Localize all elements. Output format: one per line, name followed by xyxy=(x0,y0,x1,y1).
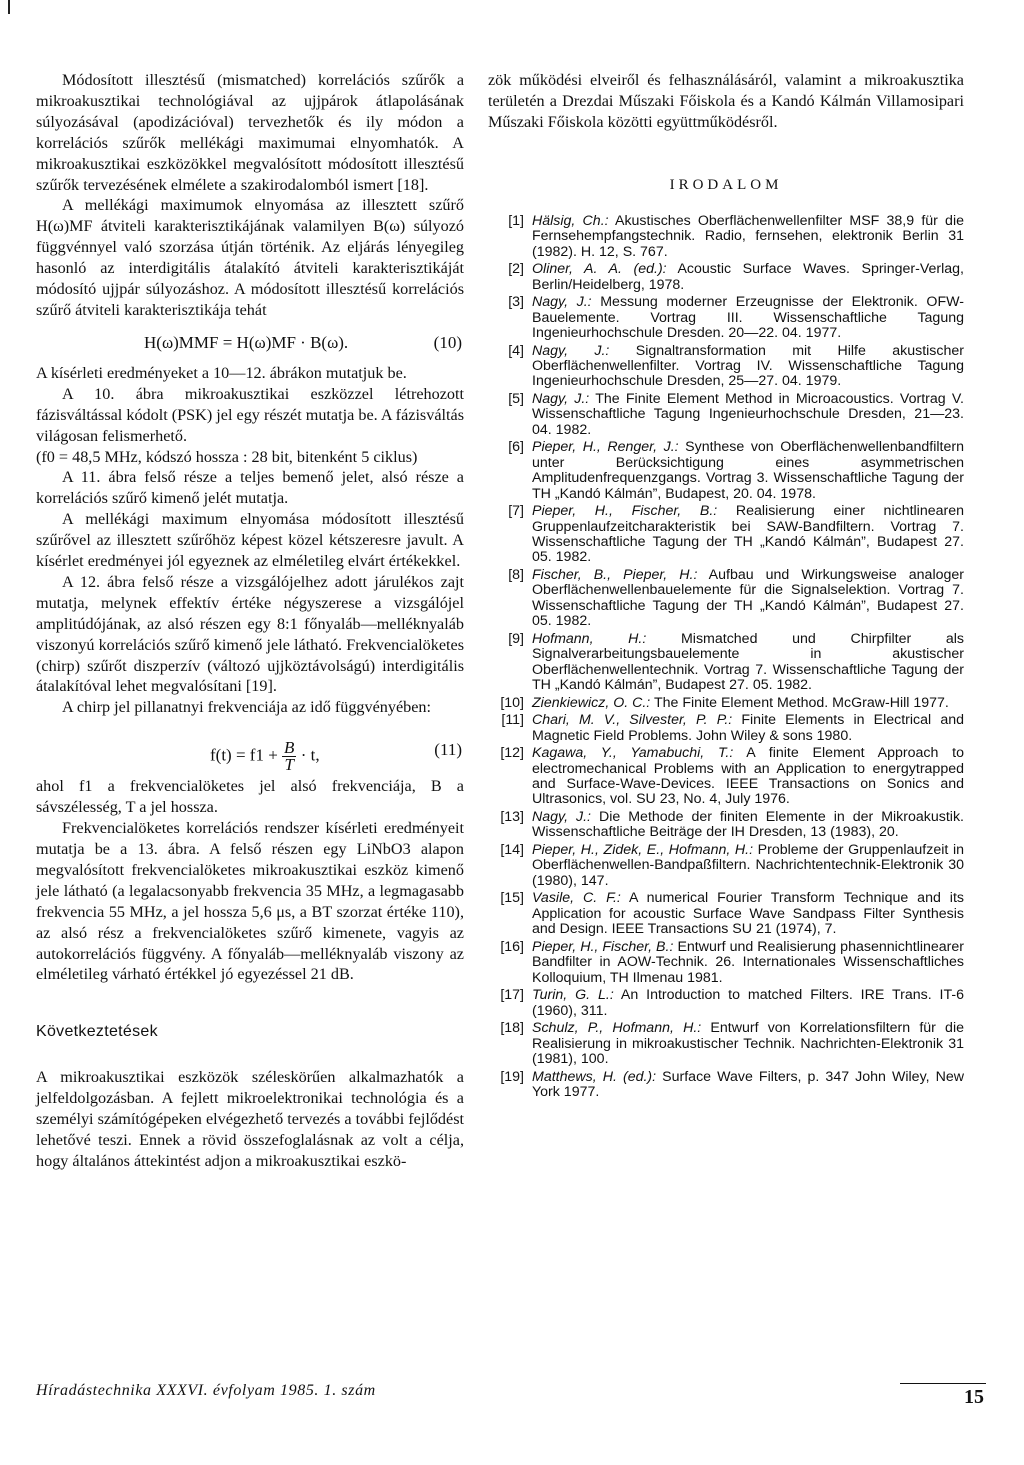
equation-11 xyxy=(36,724,464,774)
reference-text: Realisierung einer nichtlinearen Gruppenlaufzeitcharakteristik bei SAW-Bandfiltern. Vortrag 7. Wissenschaftliche Tagung der TH „Kandó Kálmán”, Budapest 27. 05. 1982. xyxy=(532,503,965,566)
footer-journal: Híradástechnika XXXVI. évfolyam 1985. 1. szám xyxy=(36,1382,376,1399)
reference-authors: Turin, G. L.: xyxy=(532,987,614,1004)
reference-number: [14] xyxy=(500,842,524,858)
left-column xyxy=(36,70,464,1172)
reference-item xyxy=(488,440,964,502)
reference-authors: Hofmann, H.: xyxy=(532,630,647,647)
reference-text: Akustisches Oberflächenwellenfilter MSF 38,9 für die Fernsehempfangstechnik. Radio, fernsehen, elektronik Berlin 31 (1982). H. 12, S. 767. xyxy=(532,212,964,260)
reference-number: [8] xyxy=(508,566,524,583)
reference-number: [9] xyxy=(508,630,524,647)
reference-authors: Matthews, H. (ed.): xyxy=(532,1068,657,1085)
reference-item xyxy=(488,988,964,1019)
reference-authors: Nagy, J.: xyxy=(532,809,591,825)
reference-text: Synthese von Oberflächenwellenbandfiltern unter Berücksichtigung eines asymmetrischen Amplitudenfrequenzgangs. Vortrag 3. Wissenschaftliche Tagung der TH „Kandó Kálmán”, Budapest, 20. 04. 1978. xyxy=(532,439,965,502)
reference-item xyxy=(488,696,964,711)
equation-10-number: (10) xyxy=(433,332,462,352)
reference-text: An Introduction to matched Filters. IRE Trans. IT-6 (1960), 311. xyxy=(532,987,964,1019)
page-edge-mark xyxy=(8,0,10,14)
paragraph: A 10. ábra mikroakusztikai eszközzel létrehozott fázisváltással kódolt (PSK) jel egy részét mutatja be. A fázisváltás világosan felismerhető. xyxy=(36,384,464,445)
reference-item xyxy=(488,810,964,841)
paragraph: A mellékági maximumok elnyomása az illesztett szűrő H(ω)MF átviteli karakterisztikájának valamilyen B(ω) súlyozó függvénnyel való szorzása útján történik. Az eljárás lényegileg hasonló az interdigitális átalakító átviteli karakterisztikáját módosító ujjpár súlyozáshoz. A módosított illesztésű korrelációs szűrő átviteli karakterisztikája tehát xyxy=(36,196,464,319)
reference-text: Messung moderner Erzeugnisse der Elektronik. OFW-Bauelemente. Vortrag III. Wissenschaftliche Tagung Ingenieurhochschule Dresden. 20—22. 04. 1977. xyxy=(532,294,964,341)
paragraph: A mellékági maximum elnyomása módosított illesztésű szűrővel az illesztett szűrőhöz képest közel kétszeresre javult. A kísérlet eredményei jól egyeznek az elméletileg elvárt értékekkel. xyxy=(36,510,464,571)
reference-text: Surface Wave Filters, p. 347 John Wiley, New York 1977. xyxy=(532,1068,965,1101)
reference-item xyxy=(488,568,964,630)
page-number: 15 xyxy=(964,1386,984,1408)
equation-11-rhs: · t, xyxy=(300,745,320,765)
reference-text: Die Methode der finiten Elemente in der Mikroakustik. Wissenschaftliche Beiträge der IH Dresden, 13 (1983), 20. xyxy=(532,809,964,841)
paragraph: A chirp jel pillanatnyi frekvenciája az idő függvényében: xyxy=(62,698,432,717)
reference-text: Probleme der Gruppenlaufzeit in Oberflächenwellen-Bandpaßfiltern. Nachrichtentechnik-Elektronik 30 (1980), 147. xyxy=(532,842,964,889)
reference-item xyxy=(488,262,964,293)
paragraph: zök működési elveiről és felhasználásáról, valamint a mikroakusztika területén a Drezdai Műszaki Főiskola és a Kandó Kálmán Villamosipari Műszaki Főiskola közötti együttműködésről. xyxy=(488,71,964,131)
reference-text: Entwurf von Korrelationsfiltern für die Realisierung in mikroakustischer Technik. Nachrichten-Elektronik 31 (1981), 100. xyxy=(532,1020,964,1068)
reference-number: [15] xyxy=(500,890,524,907)
equation-11-expression xyxy=(210,740,320,773)
equation-10 xyxy=(36,327,464,361)
reference-text: A numerical Fourier Transform Technique and its Application for acoustic Surface Wave Sandpass Filter Synthesis and Design. IEEE Transactions SU 21 (1974), 7. xyxy=(532,890,964,938)
reference-number: [6] xyxy=(508,439,524,456)
paragraph: (f0 = 48,5 MHz, kódszó hossza : 28 bit, bitenként 5 ciklus) xyxy=(36,447,418,466)
paragraph: ahol f1 a frekvencialöketes jel alsó frekvenciája, B a sávszélesség, T a jel hossza. xyxy=(36,777,464,817)
reference-number: [2] xyxy=(508,261,524,278)
reference-item xyxy=(488,746,964,808)
reference-text: The Finite Element Method in Microacoustics. Vortrag V. Wissenschaftliche Tagung Ingenieurhochschule Dresden, 21—23. 04. 1982. xyxy=(532,390,964,438)
reference-authors: Kagawa, Y., Yamabuchi, T.: xyxy=(532,745,734,762)
section-heading: Következtetések xyxy=(36,1023,158,1041)
reference-item xyxy=(488,344,964,390)
reference-authors: Nagy, J.: xyxy=(532,342,610,359)
reference-authors: Nagy, J.: xyxy=(532,390,590,407)
fraction-denominator: T xyxy=(284,755,294,775)
reference-number: [3] xyxy=(508,294,524,311)
reference-item xyxy=(488,504,964,566)
right-column xyxy=(488,70,964,1103)
footer-rule xyxy=(900,1383,986,1384)
reference-item xyxy=(488,295,964,341)
reference-text: Aufbau und Wirkungsweise analoger Oberflächenwellenbauelemente für die Signalselektion. Vortrag 7. Wissenschaftliche Tagung der TH „Kandó Kálmán”, Budapest 27. 05. 1982. xyxy=(532,566,964,630)
reference-text: Acoustic Surface Waves. Springer-Verlag, Berlin/Heidelberg, 1978. xyxy=(532,261,965,293)
reference-authors: Fischer, B., Pieper, H.: xyxy=(532,566,698,583)
reference-number: [19] xyxy=(500,1068,524,1085)
reference-authors: Nagy, J.: xyxy=(532,294,592,311)
paragraph: A 11. ábra felső része a teljes bemenő jelet, alsó része a korrelációs szűrő kimenő jelét mutatja. xyxy=(36,468,464,508)
reference-item xyxy=(488,1070,964,1101)
reference-item xyxy=(488,940,964,986)
fraction xyxy=(282,740,296,773)
reference-number: [7] xyxy=(508,503,524,520)
reference-item xyxy=(488,1021,964,1067)
reference-authors: Pieper, H., Zidek, E., Hofmann, H.: xyxy=(532,842,754,858)
equation-11-lhs: f(t) = f1 + xyxy=(210,745,278,765)
reference-authors: Pieper, H., Fischer, B.: xyxy=(532,938,674,955)
paragraph: Módosított illesztésű (mismatched) korrelációs szűrők a mikroakusztikai technológiával az ujjpárok átlapolásának súlyozásával (apodizációval) tervezhetők és ily módon a korrelációs szűrők mellékági maximumai elnyomhatók. A mikroakusztikai eszközökkel megvalósított módosított illesztésű szűrők tervezésének elmélete a szakirodalomból ismert [18]. xyxy=(36,71,464,194)
reference-text: The Finite Element Method. McGraw-Hill 1977. xyxy=(650,694,949,711)
reference-number: [13] xyxy=(500,809,524,825)
reference-item xyxy=(488,891,964,937)
paragraph: A mikroakusztikai eszközök széleskörűen alkalmazhatók a jelfeldolgozásban. A fejlett mikroelektronikai technológia és a személyi számítógépeken elvégezhető tervezés a további fejlődést lehetővé teszi. Ennek a rövid összefoglalásnak az volt a célja, hogy általános áttekintést adjon a mikroakusztikai eszkö- xyxy=(36,1068,464,1170)
paragraph: A kísérleti eredményeket a 10—12. ábrákon mutatjuk be. xyxy=(36,363,407,382)
reference-authors: Vasile, C. F.: xyxy=(532,890,621,907)
reference-authors: Pieper, H., Renger, J.: xyxy=(532,439,679,456)
reference-authors: Schulz, P., Hofmann, H.: xyxy=(532,1020,702,1037)
reference-item xyxy=(488,214,964,260)
reference-list xyxy=(488,214,964,1101)
reference-text: Signaltransformation mit Hilfe akustischer Oberflächenwellenfilter. Vortrag IV. Wissenschaftliche Tagung Ingenieurhochschule Dresden, 25—27. 04. 1979. xyxy=(532,342,964,390)
reference-number: [11] xyxy=(501,712,524,729)
references-title: IRODALOM xyxy=(669,176,783,193)
reference-text: Entwurf und Realisierung phasennichtlinearer Bandfilter in AOW-Technik. 26. Internationales Wissenschaftliches Kolloquium, TH Ilmenau 1981. xyxy=(532,938,965,986)
reference-number: [12] xyxy=(500,745,524,762)
reference-authors: Oliner, A. A. (ed.): xyxy=(532,261,667,278)
reference-authors: Hälsig, Ch.: xyxy=(532,212,609,229)
equation-11-number: (11) xyxy=(434,740,462,760)
fraction-numerator: B xyxy=(284,738,295,758)
reference-number: [4] xyxy=(508,342,524,359)
reference-number: [5] xyxy=(508,390,524,407)
reference-item xyxy=(488,843,964,889)
reference-number: [17] xyxy=(500,987,524,1004)
reference-authors: Pieper, H., Fischer, B.: xyxy=(532,503,718,520)
paragraph: Frekvencialöketes korrelációs rendszer kísérleti eredményeit mutatja be a 13. ábra. A felső részen egy LiNbO3 alapon megvalósított frekvencialöketes mikroakusztikai eszköz kimenő jele látható (a legalacsonyabb frekvencia 35 MHz, a legmagasabb frekvencia 55 MHz, a jel hossza 5,6 μs, a BT szorzat értéke 110), az alsó rész a frekvencialöketes szűrő kimenete, vagyis az autokorrelációs függvény. A főnyaláb—melléknyaláb viszony az elméletileg várható értékkel jó egyezéssel 21 dB. xyxy=(36,819,464,984)
reference-text: Mismatched und Chirpfilter als Signalverarbeitungsbauelemente in akustischer Oberflächenwellentechnik. Vortrag 7. Wissenschaftliche Tagung der TH „Kandó Kálmán”, Budapest 27. 05. 1982. xyxy=(532,630,964,693)
reference-number: [10] xyxy=(500,694,524,711)
reference-authors: Zienkiewicz, O. C.: xyxy=(532,694,651,711)
reference-text: A finite Element Approach to electromechanical Problems with an Application to energytrapped and Surface-Wave-Devices. IEEE Transactions on Sonics and Ultrasonics, vol. SU 23, No. 4, July 1976. xyxy=(532,745,964,808)
reference-item xyxy=(488,713,964,744)
paragraph: A 12. ábra felső része a vizsgálójelhez adott járulékos zajt mutatja, melynek effektív értéke négyszerese a vizsgálójel amplitúdójának, az alsó részen egy 8:1 főnyaláb—melléknyaláb viszonyú korrelációs szűrő kimenő jele látható. Frekvencialöketes (chirp) szűrőt diszperzív (változó ujjköztávolságú) interdigitális átalakítóval lehet megvalósítani [19]. xyxy=(36,572,464,696)
equation-10-expression: H(ω)MMF = H(ω)MF · B(ω). xyxy=(144,332,349,352)
reference-number: [18] xyxy=(500,1020,524,1037)
reference-item xyxy=(488,632,964,694)
reference-authors: Chari, M. V., Silvester, P. P.: xyxy=(532,712,733,729)
reference-number: [16] xyxy=(500,938,524,955)
reference-item xyxy=(488,392,964,438)
reference-text: Finite Elements in Electrical and Magnetic Field Problems. John Wiley & sons 1980. xyxy=(532,712,964,744)
reference-number: [1] xyxy=(508,212,524,229)
